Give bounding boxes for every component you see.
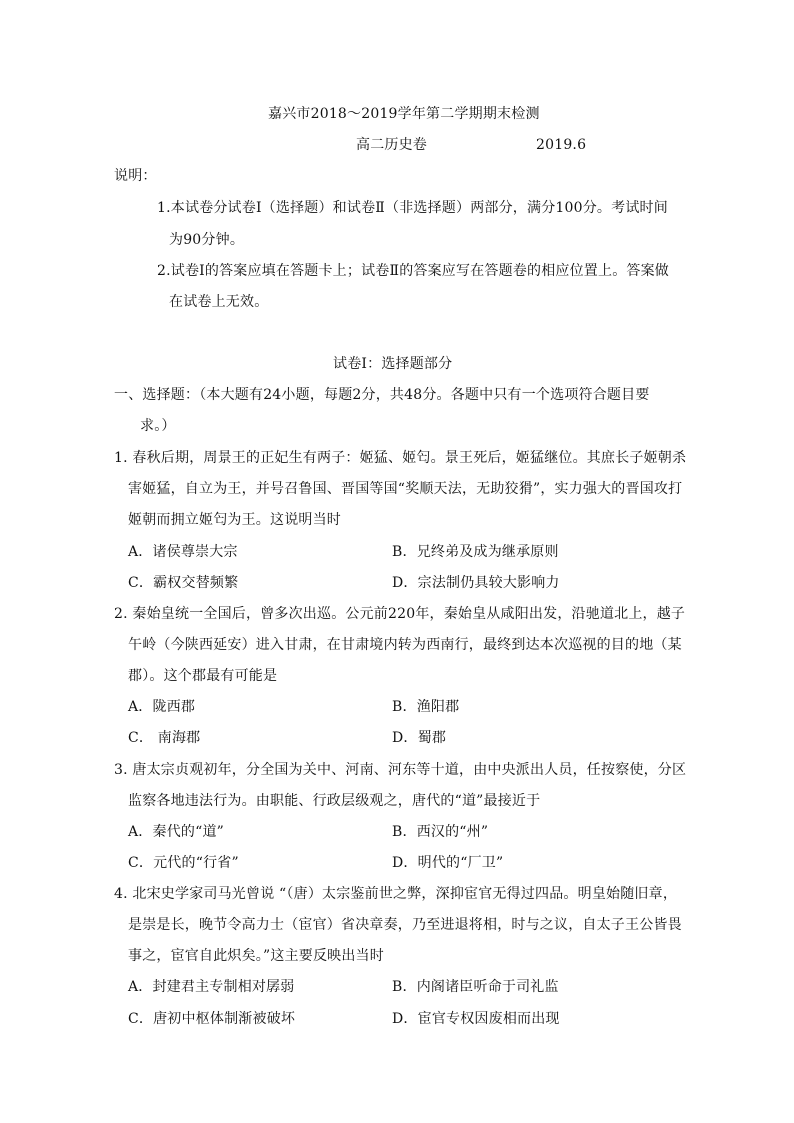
exam-title: 嘉兴市2018～2019学年第二学期期末检测 <box>268 106 540 122</box>
instructions-label: 说明： <box>114 168 157 184</box>
question-3-option-d: D．明代的“厂卫” <box>392 855 504 871</box>
question-1-option-c: C．霸权交替频繁 <box>128 575 239 591</box>
question-2-option-c: C． 南海郡 <box>128 730 201 746</box>
question-1-line-2: 害姬猛，自立为王，并号召鲁国、晋国等国“奖顺天法，无助狡猾”，实力强大的晋国攻打 <box>128 481 683 497</box>
question-4-line-3: 事之，宦官自此炽矣。”这主要反映出当时 <box>128 948 384 964</box>
question-4-option-b: B．内阁诸臣听命于司礼监 <box>392 979 559 995</box>
question-2-line-1: 2. 秦始皇统一全国后，曾多次出巡。公元前220年，秦始皇从咸阳出发，沿驰道北上，越子 <box>114 606 686 622</box>
section-heading-line-1: 一、选择题：（本大题有24小题，每题2分，共48分。各题中只有一个选项符合题目要 <box>114 387 650 403</box>
exam-subject: 高二历史卷 <box>356 137 427 153</box>
question-1-option-d: D．宗法制仍具较大影响力 <box>392 575 560 591</box>
question-4-option-d: D．宦官专权因废相而出现 <box>392 1011 560 1027</box>
question-3-option-c: C．元代的“行省” <box>128 855 239 871</box>
instruction-1-line-1: 1.本试卷分试卷Ⅰ（选择题）和试卷Ⅱ（非选择题）两部分，满分100分。考试时间 <box>157 200 668 216</box>
question-3-option-a: A．秦代的“道” <box>128 824 225 840</box>
question-4-option-a: A．封建君主专制相对孱弱 <box>128 979 295 995</box>
question-3-line-2: 监察各地违法行为。由职能、行政层级观之，唐代的“道”最接近于 <box>128 793 541 809</box>
instruction-2-line-2: 在试卷上无效。 <box>169 294 269 310</box>
question-4-line-2: 是崇是长，晚节令高力士（宦官）省决章奏，乃至进退将相，时与之议，自太子王公皆畏 <box>128 917 682 933</box>
instruction-1-line-2: 为90分钟。 <box>169 232 245 248</box>
question-1-line-1: 1. 春秋后期，周景王的正妃生有两子：姬猛、姬匄。景王死后，姬猛继位。其庶长子姬朝杀 <box>114 450 687 466</box>
question-1-option-a: A．诸侯尊崇大宗 <box>128 544 238 560</box>
question-1-option-b: B．兄终弟及成为继承原则 <box>392 544 559 560</box>
section-title: 试卷Ⅰ：选择题部分 <box>333 356 453 372</box>
question-2-option-d: D．蜀郡 <box>392 730 447 746</box>
question-1-line-3: 姬朝而拥立姬匄为王。这说明当时 <box>128 512 341 528</box>
question-2-option-b: B．渔阳郡 <box>392 699 460 715</box>
question-2-option-a: A．陇西郡 <box>128 699 196 715</box>
question-4-option-c: C．唐初中枢体制渐被破坏 <box>128 1011 296 1027</box>
section-heading-line-2: 求。） <box>140 418 176 434</box>
question-4-line-1: 4. 北宋史学家司马光曾说 “（唐）太宗鉴前世之弊，深抑宦官无得过四品。明皇始随旧章， <box>114 886 678 902</box>
question-2-line-3: 郡）。这个郡最有可能是 <box>128 668 278 684</box>
exam-date: 2019.6 <box>536 137 587 153</box>
question-3-line-1: 3. 唐太宗贞观初年，分全国为关中、河南、河东等十道，由中央派出人员，任按察使，分区 <box>114 762 687 778</box>
question-2-line-2: 午岭（今陕西延安）进入甘肃，在甘肃境内转为西南行，最终到达本次巡视的目的地（某 <box>128 637 682 653</box>
instruction-2-line-1: 2.试卷Ⅰ的答案应填在答题卡上；试卷Ⅱ的答案应写在答题卷的相应位置上。答案做 <box>157 263 670 279</box>
question-3-option-b: B．西汉的“州” <box>392 824 489 840</box>
